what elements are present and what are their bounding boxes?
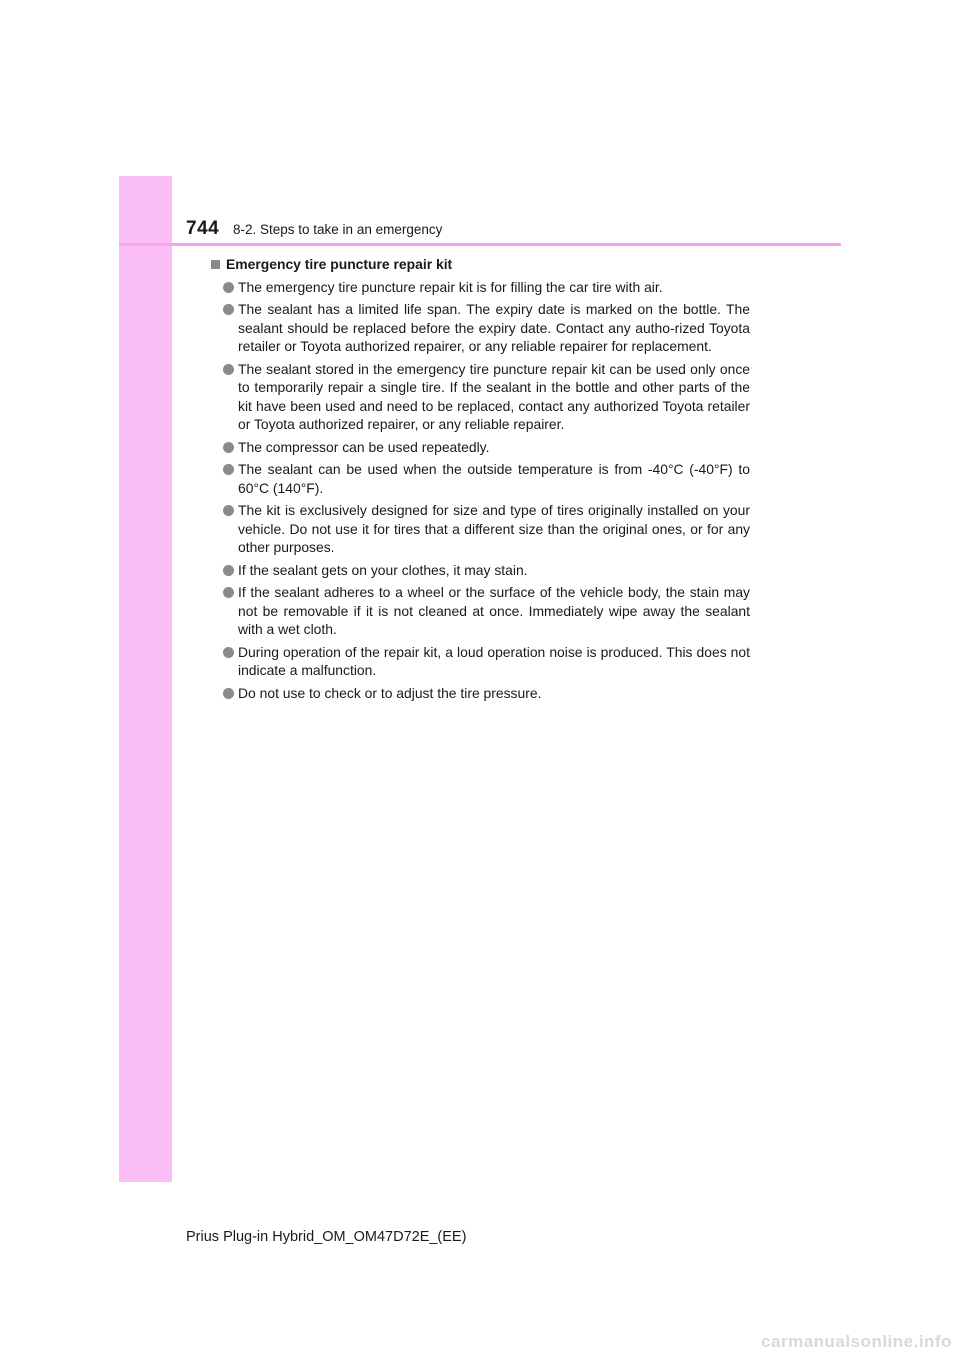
circle-bullet-icon — [223, 464, 234, 475]
circle-bullet-icon — [223, 505, 234, 516]
circle-bullet-icon — [223, 565, 234, 576]
circle-bullet-icon — [223, 304, 234, 315]
circle-bullet-icon — [223, 688, 234, 699]
header-divider — [119, 243, 841, 246]
circle-bullet-icon — [223, 647, 234, 658]
list-item-text: The kit is exclusively designed for size and type of tires originally installed on your vehicle. Do not use it for tires that a different size than the original ones, or for any other purposes. — [238, 502, 750, 555]
page-number: 744 — [186, 218, 220, 239]
list-item — [209, 360, 750, 434]
watermark[interactable]: carmanualsonline.info — [761, 1332, 952, 1351]
circle-bullet-icon — [223, 442, 234, 453]
list-item — [209, 278, 750, 297]
circle-bullet-icon — [223, 587, 234, 598]
circle-bullet-icon — [223, 282, 234, 293]
subsection-heading — [209, 255, 750, 274]
square-bullet-icon — [211, 260, 220, 269]
list-item — [209, 438, 750, 457]
list-item-text: If the sealant adheres to a wheel or the surface of the vehicle body, the stain may not be removable if it is not cleaned at once. Immediately wipe away the sealant with a wet cloth. — [238, 584, 750, 637]
list-item — [209, 643, 750, 680]
subsection-heading-text: Emergency tire puncture repair kit — [226, 256, 453, 272]
list-item — [209, 300, 750, 356]
footer-document-id: Prius Plug-in Hybrid_OM_OM47D72E_(EE) — [186, 1229, 467, 1245]
list-item — [209, 583, 750, 639]
main-content — [209, 255, 750, 706]
section-title: 8-2. Steps to take in an emergency — [233, 222, 443, 237]
list-item — [209, 460, 750, 497]
list-item-text: The emergency tire puncture repair kit is for filling the car tire with air. — [238, 278, 663, 295]
circle-bullet-icon — [223, 364, 234, 375]
list-item-text: The compressor can be used repeatedly. — [238, 438, 490, 455]
list-item — [209, 561, 750, 580]
list-item-text: Do not use to check or to adjust the tire pressure. — [238, 684, 542, 701]
list-item-text: If the sealant gets on your clothes, it may stain. — [238, 561, 528, 578]
list-item — [209, 684, 750, 703]
sidebar-tab — [119, 176, 172, 1182]
list-item-text: The sealant stored in the emergency tire puncture repair kit can be used only once to temporarily repair a single tire. If the sealant in the bottle and other parts of the kit have been used and need to be replaced, contact any authorized Toyota retailer or Toyota authorized repairer, or any reliable repairer. — [238, 360, 750, 432]
list-item-text: The sealant has a limited life span. The expiry date is marked on the bottle. The sealant should be replaced before the expiry date. Contact any autho-rized Toyota retailer or Toyota authorized repairer, or any reliable repairer for replacement. — [238, 301, 750, 354]
list-item-text: The sealant can be used when the outside temperature is from -40°C (-40°F) to 60°C (140°F). — [238, 461, 750, 496]
list-item — [209, 501, 750, 557]
list-item-text: During operation of the repair kit, a loud operation noise is produced. This does not indicate a malfunction. — [238, 643, 750, 678]
